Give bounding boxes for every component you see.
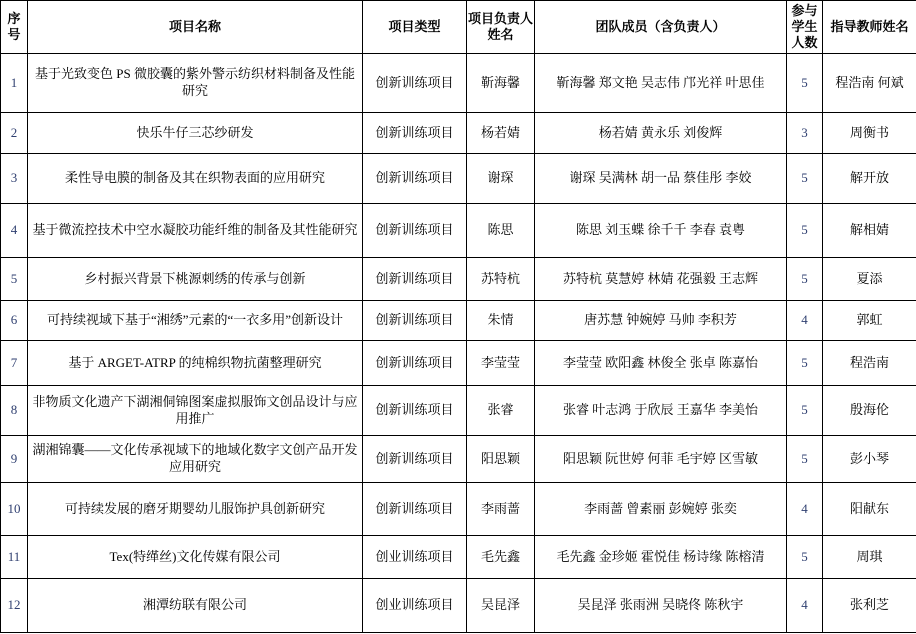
table-row xyxy=(1,258,916,301)
cell-leader: 杨若婧 xyxy=(467,113,535,154)
cell-advisor: 彭小琴 xyxy=(823,436,916,483)
cell-student-count: 5 xyxy=(787,204,823,258)
cell-no: 7 xyxy=(1,341,28,386)
cell-no: 11 xyxy=(1,536,28,579)
cell-project-type: 创新训练项目 xyxy=(363,258,467,301)
cell-leader: 李雨蔷 xyxy=(467,483,535,536)
cell-leader: 毛先鑫 xyxy=(467,536,535,579)
cell-advisor: 夏添 xyxy=(823,258,916,301)
table-row xyxy=(1,579,916,633)
table-row xyxy=(1,154,916,204)
cell-team: 吴昆泽 张雨洲 吴晓佟 陈秋宇 xyxy=(535,579,787,633)
table-row xyxy=(1,436,916,483)
cell-team: 苏特杭 莫慧婷 林婧 花强毅 王志辉 xyxy=(535,258,787,301)
cell-student-count: 5 xyxy=(787,386,823,436)
cell-no: 12 xyxy=(1,579,28,633)
table-row xyxy=(1,536,916,579)
col-header-team: 团队成员（含负责人） xyxy=(535,1,787,54)
col-header-project-type: 项目类型 xyxy=(363,1,467,54)
cell-advisor: 张利芝 xyxy=(823,579,916,633)
cell-project-name: 快乐牛仔三芯纱研发 xyxy=(28,113,363,154)
cell-no: 5 xyxy=(1,258,28,301)
cell-leader: 张睿 xyxy=(467,386,535,436)
cell-student-count: 5 xyxy=(787,258,823,301)
cell-no: 8 xyxy=(1,386,28,436)
cell-advisor: 解相婧 xyxy=(823,204,916,258)
cell-team: 谢琛 吴满林 胡一品 蔡佳彤 李姣 xyxy=(535,154,787,204)
cell-advisor: 阳献东 xyxy=(823,483,916,536)
cell-team: 张睿 叶志鸿 于欣辰 王嘉华 李美怡 xyxy=(535,386,787,436)
table-row xyxy=(1,301,916,341)
cell-team: 唐苏慧 钟婉婷 马帅 李积芳 xyxy=(535,301,787,341)
cell-leader: 阳思颖 xyxy=(467,436,535,483)
table-row xyxy=(1,386,916,436)
table-row xyxy=(1,113,916,154)
cell-student-count: 5 xyxy=(787,341,823,386)
cell-project-name: Tex(特缂丝)文化传媒有限公司 xyxy=(28,536,363,579)
cell-project-type: 创新训练项目 xyxy=(363,154,467,204)
cell-team: 李莹莹 欧阳鑫 林俊全 张卓 陈嘉怡 xyxy=(535,341,787,386)
cell-project-name: 乡村振兴背景下桃源刺绣的传承与创新 xyxy=(28,258,363,301)
cell-project-type: 创业训练项目 xyxy=(363,579,467,633)
cell-student-count: 5 xyxy=(787,436,823,483)
cell-advisor: 郭虹 xyxy=(823,301,916,341)
cell-project-name: 湘潭纺联有限公司 xyxy=(28,579,363,633)
cell-no: 6 xyxy=(1,301,28,341)
cell-project-type: 创新训练项目 xyxy=(363,301,467,341)
cell-no: 10 xyxy=(1,483,28,536)
cell-student-count: 5 xyxy=(787,536,823,579)
cell-project-name: 湖湘锦囊——文化传承视域下的地域化数字文创产品开发应用研究 xyxy=(28,436,363,483)
cell-team: 阳思颖 阮世婷 何菲 毛宇婷 区雪敏 xyxy=(535,436,787,483)
cell-team: 李雨蔷 曾素丽 彭婉婷 张奕 xyxy=(535,483,787,536)
cell-advisor: 周琪 xyxy=(823,536,916,579)
cell-team: 陈思 刘玉蝶 徐千千 李春 袁粤 xyxy=(535,204,787,258)
cell-leader: 李莹莹 xyxy=(467,341,535,386)
cell-advisor: 周衡书 xyxy=(823,113,916,154)
cell-project-type: 创新训练项目 xyxy=(363,436,467,483)
cell-no: 9 xyxy=(1,436,28,483)
cell-advisor: 程浩南 何斌 xyxy=(823,54,916,113)
cell-team: 杨若婧 黄永乐 刘俊辉 xyxy=(535,113,787,154)
cell-student-count: 5 xyxy=(787,154,823,204)
cell-advisor: 殷海伦 xyxy=(823,386,916,436)
cell-leader: 谢琛 xyxy=(467,154,535,204)
cell-project-type: 创新训练项目 xyxy=(363,113,467,154)
cell-student-count: 4 xyxy=(787,579,823,633)
cell-project-type: 创新训练项目 xyxy=(363,54,467,113)
table-row xyxy=(1,54,916,113)
col-header-project-name: 项目名称 xyxy=(28,1,363,54)
cell-student-count: 3 xyxy=(787,113,823,154)
col-header-advisor: 指导教师姓名 xyxy=(823,1,916,54)
cell-project-name: 柔性导电膜的制备及其在织物表面的应用研究 xyxy=(28,154,363,204)
cell-no: 1 xyxy=(1,54,28,113)
cell-project-type: 创业训练项目 xyxy=(363,536,467,579)
cell-project-type: 创新训练项目 xyxy=(363,483,467,536)
table-row xyxy=(1,341,916,386)
cell-no: 4 xyxy=(1,204,28,258)
col-header-index: 序号 xyxy=(1,1,28,54)
cell-leader: 苏特杭 xyxy=(467,258,535,301)
cell-project-name: 可持续发展的磨牙期婴幼儿服饰护具创新研究 xyxy=(28,483,363,536)
cell-project-name: 可持续视域下基于“湘绣”元素的“一衣多用”创新设计 xyxy=(28,301,363,341)
col-header-student-count: 参与学生人数 xyxy=(787,1,823,54)
cell-no: 3 xyxy=(1,154,28,204)
cell-team: 靳海馨 郑文艳 吴志伟 邝光祥 叶思佳 xyxy=(535,54,787,113)
col-header-leader: 项目负责人姓名 xyxy=(467,1,535,54)
cell-leader: 吴昆泽 xyxy=(467,579,535,633)
cell-project-name: 基于微流控技术中空水凝胶功能纤维的制备及其性能研究 xyxy=(28,204,363,258)
cell-project-type: 创新训练项目 xyxy=(363,341,467,386)
cell-advisor: 程浩南 xyxy=(823,341,916,386)
cell-project-name: 非物质文化遗产下湖湘侗锦图案虚拟服饰文创品设计与应用推广 xyxy=(28,386,363,436)
cell-no: 2 xyxy=(1,113,28,154)
table-body xyxy=(1,54,916,633)
cell-student-count: 4 xyxy=(787,301,823,341)
cell-project-name: 基于光致变色 PS 微胶囊的紫外警示纺织材料制备及性能研究 xyxy=(28,54,363,113)
cell-project-type: 创新训练项目 xyxy=(363,204,467,258)
cell-advisor: 解开放 xyxy=(823,154,916,204)
header-row xyxy=(1,1,916,54)
table-row xyxy=(1,483,916,536)
cell-project-type: 创新训练项目 xyxy=(363,386,467,436)
cell-student-count: 5 xyxy=(787,54,823,113)
cell-project-name: 基于 ARGET-ATRP 的纯棉织物抗菌整理研究 xyxy=(28,341,363,386)
cell-team: 毛先鑫 金珍姬 霍悦佳 杨诗缘 陈榕清 xyxy=(535,536,787,579)
cell-leader: 靳海馨 xyxy=(467,54,535,113)
table-row xyxy=(1,204,916,258)
cell-leader: 朱情 xyxy=(467,301,535,341)
cell-student-count: 4 xyxy=(787,483,823,536)
cell-leader: 陈思 xyxy=(467,204,535,258)
